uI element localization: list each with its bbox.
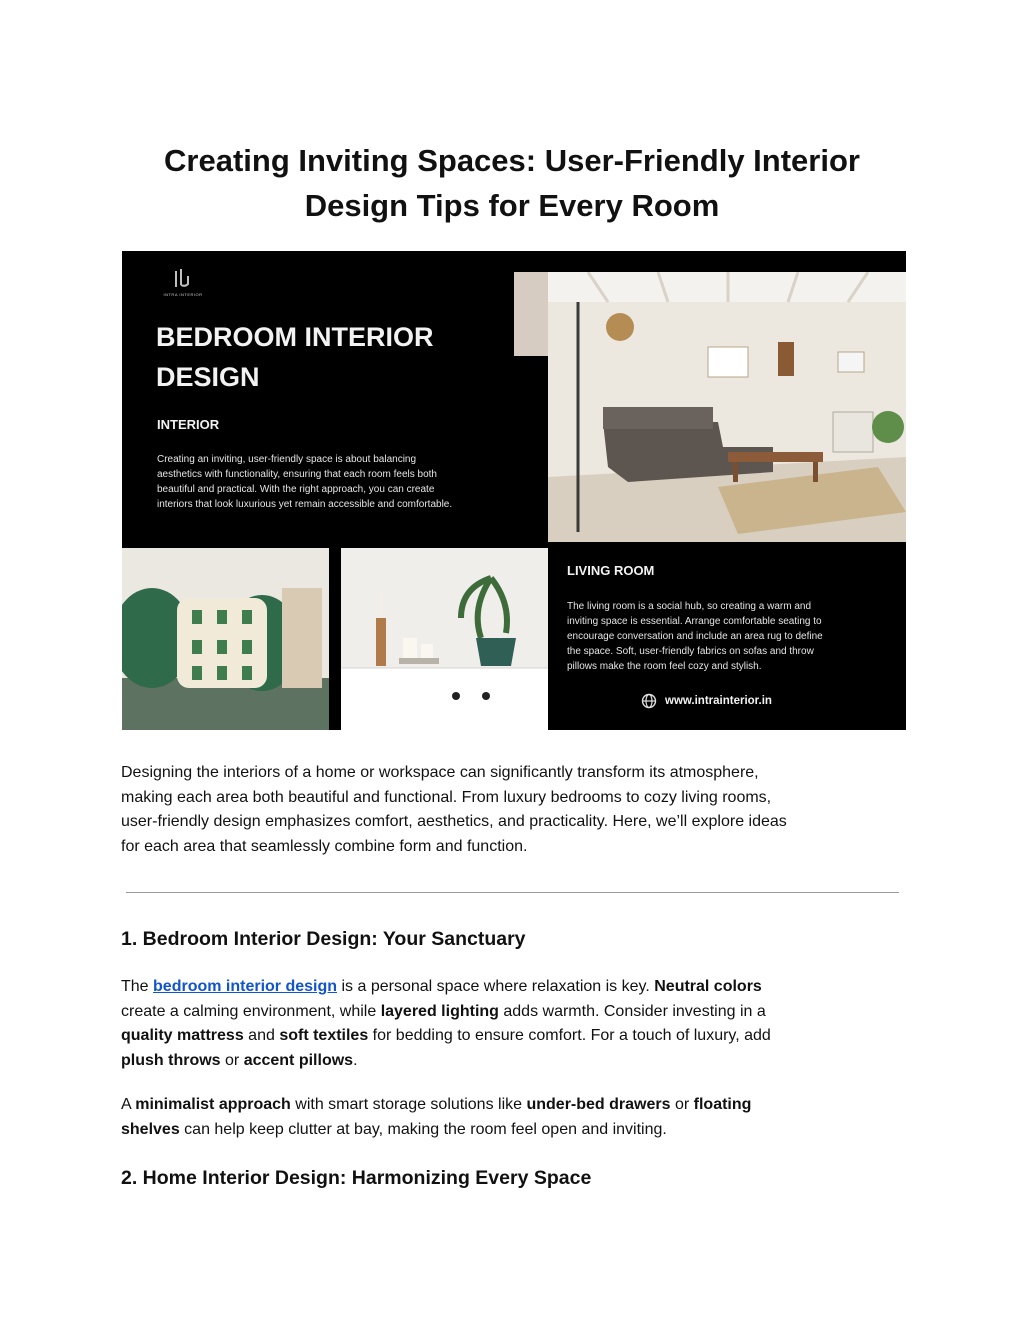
text-run: adds warmth. Consider investing in a (498, 1002, 766, 1020)
bold-term: plush throws (121, 1051, 221, 1069)
banner-intro (157, 452, 514, 512)
title-line-2: Design Tips for Every Room (304, 188, 720, 223)
paragraph-line (121, 1000, 911, 1025)
section-1-paragraph-1 (121, 975, 911, 1073)
banner-heading-line-2: DESIGN (156, 362, 260, 392)
banner-intro-line: aesthetics with functionality, ensuring that each room feels both (157, 469, 437, 480)
bold-term: accent pillows (243, 1051, 354, 1069)
paragraph-line (121, 1049, 911, 1074)
intro-line: making each area both beautiful and functional. From luxury bedrooms to cozy living rooms, (121, 788, 772, 806)
section-2-heading: 2. Home Interior Design: Harmonizing Every Space (121, 1167, 592, 1189)
banner-heading (156, 317, 516, 397)
bold-term: soft textiles (279, 1027, 369, 1044)
paragraph-line (121, 1093, 911, 1118)
bold-term: Neutral colors (654, 978, 762, 995)
title-line-1: Creating Inviting Spaces: User-Friendly Interior (164, 143, 860, 178)
living-room-line: The living room is a social hub, so creating a warm and (567, 601, 812, 612)
living-room-photo (548, 272, 906, 542)
bold-term: under-bed drawers (526, 1096, 671, 1113)
website-line (641, 693, 772, 709)
brand-logo (158, 268, 208, 297)
decor-photo (341, 548, 548, 730)
living-room-heading: LIVING ROOM (567, 563, 655, 578)
banner-intro-line: Creating an inviting, user-friendly space is about balancing (157, 454, 417, 465)
text-run: and (243, 1027, 280, 1044)
text-run: can help keep clutter at bay, making the room feel open and inviting. (179, 1120, 667, 1138)
banner-image (122, 251, 906, 730)
text-run: for bedding to ensure comfort. For a touch of luxury, add (368, 1027, 771, 1044)
intro-line: for each area that seamlessly combine form and function. (121, 837, 528, 855)
banner-intro-line: interiors that look luxurious yet remain accessible and comfortable. (157, 499, 453, 510)
text-run: A (121, 1096, 136, 1113)
paragraph-line (121, 1024, 911, 1049)
living-room-line: pillows make the room feel cozy and stylish. (567, 661, 762, 672)
bold-term: minimalist approach (135, 1096, 291, 1113)
bold-term: quality mattress (121, 1027, 244, 1044)
living-room-line: the space. Soft, user-friendly fabrics on sofas and throw (567, 646, 814, 657)
section-1-heading: 1. Bedroom Interior Design: Your Sanctuary (121, 928, 526, 950)
bold-term: layered lighting (380, 1002, 499, 1020)
logo-mark-icon (173, 268, 193, 290)
banner-accent-strip (514, 272, 548, 356)
logo-text: INTRA INTERIOR (163, 292, 203, 297)
text-run: with smart storage solutions like (290, 1096, 527, 1113)
pillows-photo (122, 548, 329, 730)
living-room-line: encourage conversation and include an area rug to define (567, 631, 823, 642)
banner-subheading: INTERIOR (157, 417, 220, 432)
text-run: create a calming environment, while (121, 1002, 381, 1020)
banner-heading-line-1: BEDROOM INTERIOR (156, 322, 434, 352)
intro-paragraph (121, 761, 911, 859)
text-run: The (121, 978, 154, 995)
bold-term: floating (693, 1096, 752, 1113)
page-title (100, 138, 924, 228)
text-run: is a personal space where relaxation is key. (337, 978, 655, 995)
paragraph-line (121, 1118, 911, 1143)
text-run: . (353, 1051, 358, 1069)
bedroom-interior-design-link[interactable]: bedroom interior design (153, 978, 338, 995)
globe-icon (641, 693, 657, 709)
intro-line: user-friendly design emphasizes comfort, aesthetics, and practicality. Here, we’ll explore ideas (121, 813, 787, 830)
website-text: www.intrainterior.in (665, 695, 772, 707)
paragraph-line (121, 975, 911, 1000)
intro-line: Designing the interiors of a home or workspace can significantly transform its atmosphere, (121, 764, 759, 781)
living-room-line: inviting space is essential. Arrange comfortable seating to (567, 616, 822, 627)
section-1-paragraph-2 (121, 1093, 911, 1142)
living-room-description (567, 599, 884, 674)
banner-intro-line: beautiful and practical. With the right approach, you can create (157, 484, 435, 495)
bold-term: shelves (121, 1120, 180, 1138)
text-run: or (220, 1051, 244, 1069)
text-run: or (670, 1096, 694, 1113)
horizontal-divider (126, 892, 899, 893)
